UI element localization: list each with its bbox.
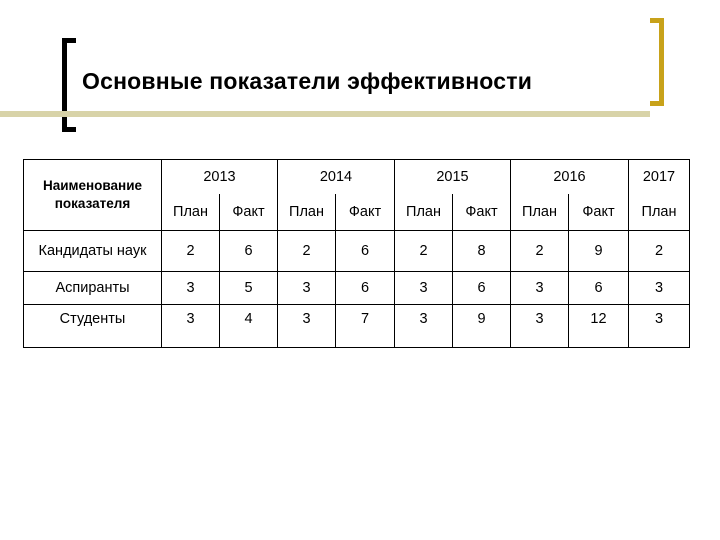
table-cell: 2 xyxy=(629,231,690,272)
table-cell: 6 xyxy=(569,272,629,305)
table-cell: 3 xyxy=(511,305,569,348)
table-cell: 3 xyxy=(162,272,220,305)
table-cell: 2 xyxy=(278,231,336,272)
row-label: Студенты xyxy=(24,305,162,348)
table-cell: 5 xyxy=(220,272,278,305)
table-cell: 3 xyxy=(629,272,690,305)
table-cell: 6 xyxy=(220,231,278,272)
year-header-row xyxy=(24,160,690,195)
table-cell: 2 xyxy=(162,231,220,272)
right-bracket-decoration xyxy=(650,18,664,106)
subheader-cell: План xyxy=(162,194,220,231)
table-cell: 2 xyxy=(395,231,453,272)
row-label: Аспиранты xyxy=(24,272,162,305)
table-cell: 9 xyxy=(453,305,511,348)
title-underline-band xyxy=(0,111,650,117)
table-cell: 6 xyxy=(453,272,511,305)
year-header-2014: 2014 xyxy=(278,160,395,195)
table-row xyxy=(24,272,690,305)
table-cell: 3 xyxy=(278,305,336,348)
subheader-cell: План xyxy=(395,194,453,231)
row-label: Кандидаты наук xyxy=(24,231,162,272)
table-cell: 12 xyxy=(569,305,629,348)
performance-table xyxy=(23,159,690,348)
subheader-cell: План xyxy=(278,194,336,231)
subheader-cell: Факт xyxy=(453,194,511,231)
table-cell: 3 xyxy=(511,272,569,305)
subheader-cell: Факт xyxy=(336,194,395,231)
table-cell: 3 xyxy=(395,305,453,348)
table-cell: 7 xyxy=(336,305,395,348)
subheader-cell: План xyxy=(629,194,690,231)
page-title: Основные показатели эффективности xyxy=(82,68,533,94)
header-line: Наименование xyxy=(42,178,143,193)
table-cell: 3 xyxy=(278,272,336,305)
table-cell: 2 xyxy=(511,231,569,272)
table-cell: 3 xyxy=(395,272,453,305)
table-cell: 4 xyxy=(220,305,278,348)
table-row xyxy=(24,231,690,272)
year-header-2015: 2015 xyxy=(395,160,511,195)
subheader-cell: Факт xyxy=(569,194,629,231)
table-cell: 3 xyxy=(162,305,220,348)
table-cell: 3 xyxy=(629,305,690,348)
indicator-name-header xyxy=(24,160,162,231)
left-bracket-decoration xyxy=(62,38,76,132)
table-row xyxy=(24,305,690,348)
year-header-2017: 2017 xyxy=(629,160,690,195)
subheader-cell: Факт xyxy=(220,194,278,231)
table-cell: 6 xyxy=(336,272,395,305)
table-cell: 6 xyxy=(336,231,395,272)
header-line: показателя xyxy=(54,196,131,211)
subheader-cell: План xyxy=(511,194,569,231)
year-header-2016: 2016 xyxy=(511,160,629,195)
table-cell: 8 xyxy=(453,231,511,272)
year-header-2013: 2013 xyxy=(162,160,278,195)
table-cell: 9 xyxy=(569,231,629,272)
